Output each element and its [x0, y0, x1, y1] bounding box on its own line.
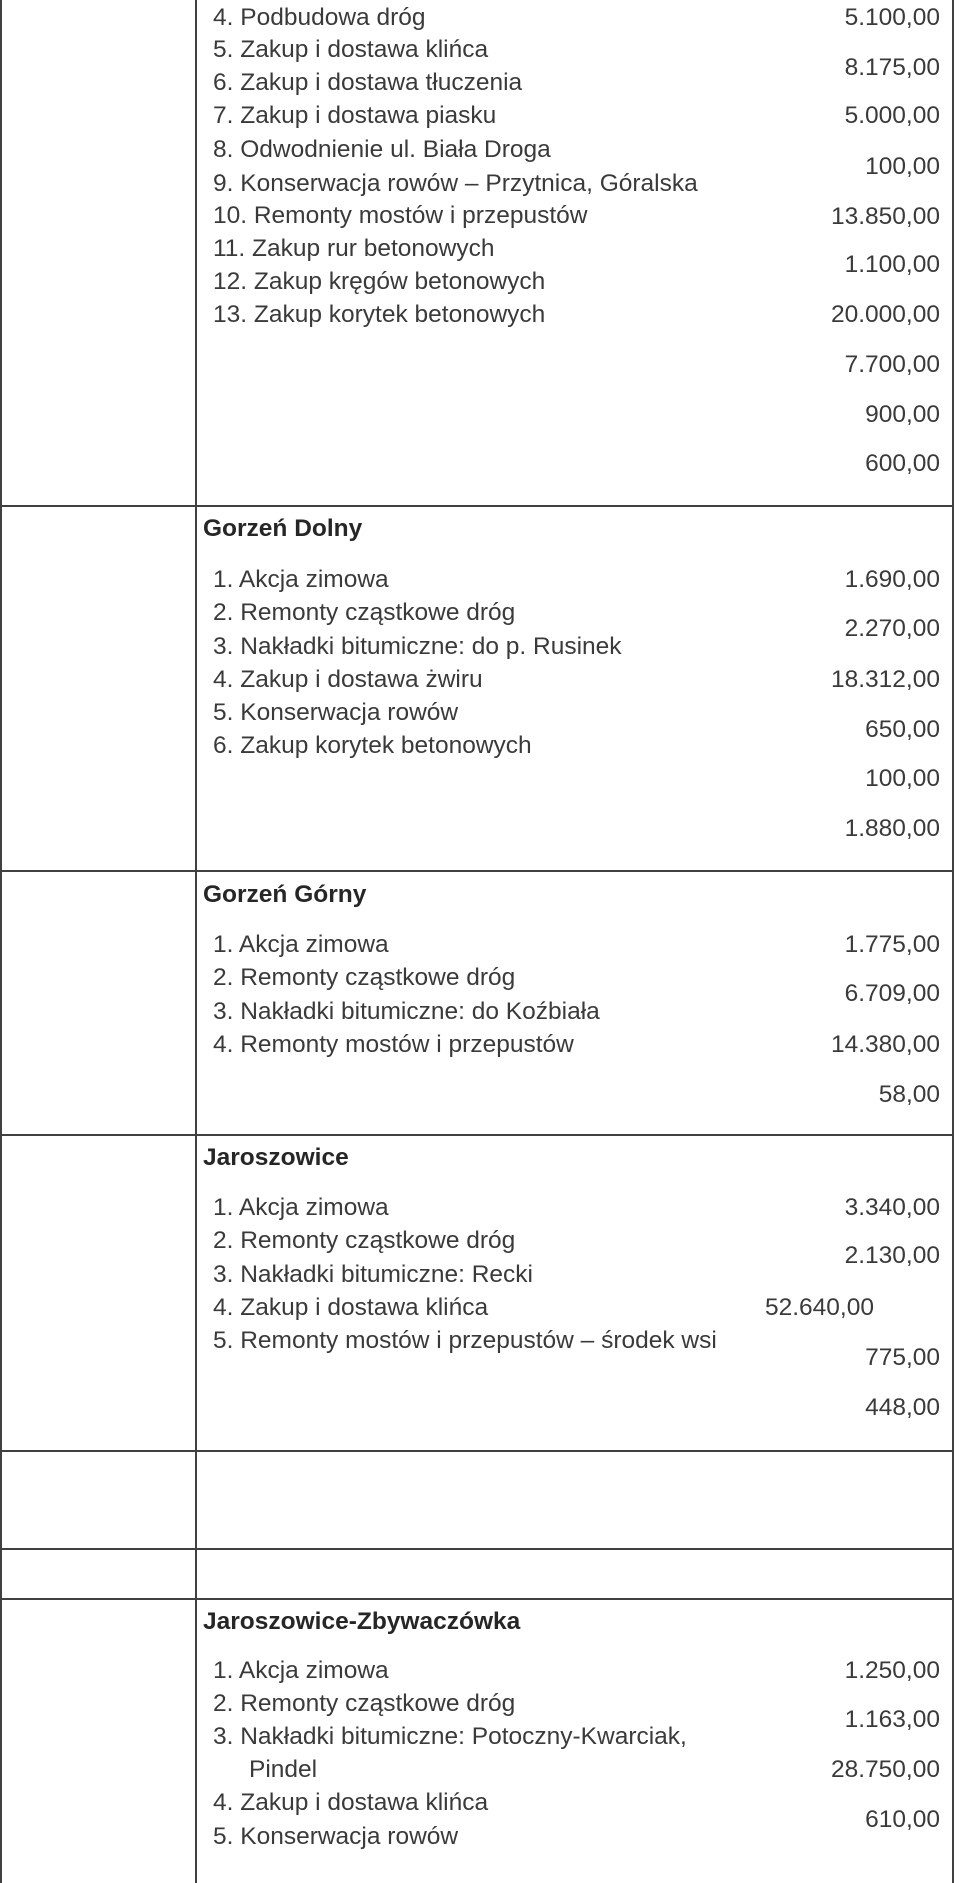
list-item: 7. Zakup i dostawa piasku — [213, 102, 497, 129]
list-item: 4. Zakup i dostawa żwiru — [213, 666, 483, 693]
list-item: 10. Remonty mostów i przepustów — [213, 202, 588, 229]
list-item: 2. Remonty cząstkowe dróg — [213, 1227, 516, 1254]
amount-value: 52.640,00 — [765, 1294, 874, 1321]
list-item: 5. Remonty mostów i przepustów – środek wsi — [213, 1327, 717, 1354]
list-item: 4. Remonty mostów i przepustów — [213, 1031, 574, 1058]
list-item: 4. Zakup i dostawa klińca — [213, 1789, 489, 1816]
amount-value: 2.270,00 — [844, 615, 940, 642]
list-item: 3. Nakładki bitumiczne: Potoczny-Kwarciak, — [213, 1723, 687, 1750]
amount-value: 600,00 — [865, 450, 940, 477]
row-divider — [0, 1450, 954, 1452]
amount-value: 775,00 — [865, 1344, 940, 1371]
list-item: 12. Zakup kręgów betonowych — [213, 268, 546, 295]
amount-value: 900,00 — [865, 401, 940, 428]
row-divider — [0, 1548, 954, 1550]
section-heading: Gorzeń Górny — [203, 881, 367, 908]
amount-value: 610,00 — [865, 1806, 940, 1833]
amount-value: 1.880,00 — [844, 815, 940, 842]
list-item: 3. Nakładki bitumiczne: do p. Rusinek — [213, 633, 622, 660]
list-item: 2. Remonty cząstkowe dróg — [213, 1690, 516, 1717]
amount-value: 18.312,00 — [831, 666, 940, 693]
list-item: 1. Akcja zimowa — [213, 1194, 389, 1221]
amount-value: 1.775,00 — [844, 931, 940, 958]
list-item: 13. Zakup korytek betonowych — [213, 301, 546, 328]
row-divider — [0, 870, 954, 872]
row-divider — [0, 505, 954, 507]
section-heading: Jaroszowice — [203, 1144, 349, 1171]
amount-value: 1.690,00 — [844, 566, 940, 593]
amount-value: 100,00 — [865, 153, 940, 180]
amount-value: 448,00 — [865, 1394, 940, 1421]
list-item: 5. Konserwacja rowów — [213, 1823, 459, 1850]
list-item: 4. Podbudowa dróg — [213, 4, 426, 31]
section-heading: Gorzeń Dolny — [203, 515, 363, 542]
amount-value: 58,00 — [878, 1081, 940, 1108]
list-item: 1. Akcja zimowa — [213, 566, 389, 593]
list-item: 3. Nakładki bitumiczne: Recki — [213, 1261, 533, 1288]
list-item: 6. Zakup korytek betonowych — [213, 732, 532, 759]
amount-value: 6.709,00 — [844, 980, 940, 1007]
section-heading: Jaroszowice-Zbywaczówka — [203, 1608, 521, 1635]
list-item: 8. Odwodnienie ul. Biała Droga — [213, 136, 551, 163]
list-item: 3. Nakładki bitumiczne: do Koźbiała — [213, 998, 600, 1025]
row-divider — [0, 1134, 954, 1136]
amount-value: 100,00 — [865, 765, 940, 792]
list-item: 6. Zakup i dostawa tłuczenia — [213, 69, 523, 96]
amount-value: 8.175,00 — [844, 54, 940, 81]
row-divider — [0, 1598, 954, 1600]
column-divider — [195, 0, 197, 1883]
list-item: 9. Konserwacja rowów – Przytnica, Góralska — [213, 170, 698, 197]
list-item: 11. Zakup rur betonowych — [213, 235, 495, 262]
list-item: Pindel — [249, 1756, 318, 1783]
table-border-left — [0, 0, 2, 1883]
list-item: 4. Zakup i dostawa klińca — [213, 1294, 489, 1321]
list-item: 2. Remonty cząstkowe dróg — [213, 964, 516, 991]
list-item: 5. Zakup i dostawa klińca — [213, 36, 489, 63]
amount-value: 5.100,00 — [844, 4, 940, 31]
amount-value: 5.000,00 — [844, 102, 940, 129]
list-item: 2. Remonty cząstkowe dróg — [213, 599, 516, 626]
amount-value: 650,00 — [865, 716, 940, 743]
amount-value: 13.850,00 — [831, 203, 940, 230]
amount-value: 28.750,00 — [831, 1756, 940, 1783]
amount-value: 14.380,00 — [831, 1031, 940, 1058]
amount-value: 1.250,00 — [844, 1657, 940, 1684]
amount-value: 1.163,00 — [844, 1706, 940, 1733]
amount-value: 2.130,00 — [844, 1242, 940, 1269]
amount-value: 3.340,00 — [844, 1194, 940, 1221]
amount-value: 1.100,00 — [844, 251, 940, 278]
amount-value: 20.000,00 — [831, 301, 940, 328]
amount-value: 7.700,00 — [844, 351, 940, 378]
list-item: 1. Akcja zimowa — [213, 931, 389, 958]
list-item: 5. Konserwacja rowów — [213, 699, 459, 726]
list-item: 1. Akcja zimowa — [213, 1657, 389, 1684]
table-border-right — [952, 0, 954, 1883]
